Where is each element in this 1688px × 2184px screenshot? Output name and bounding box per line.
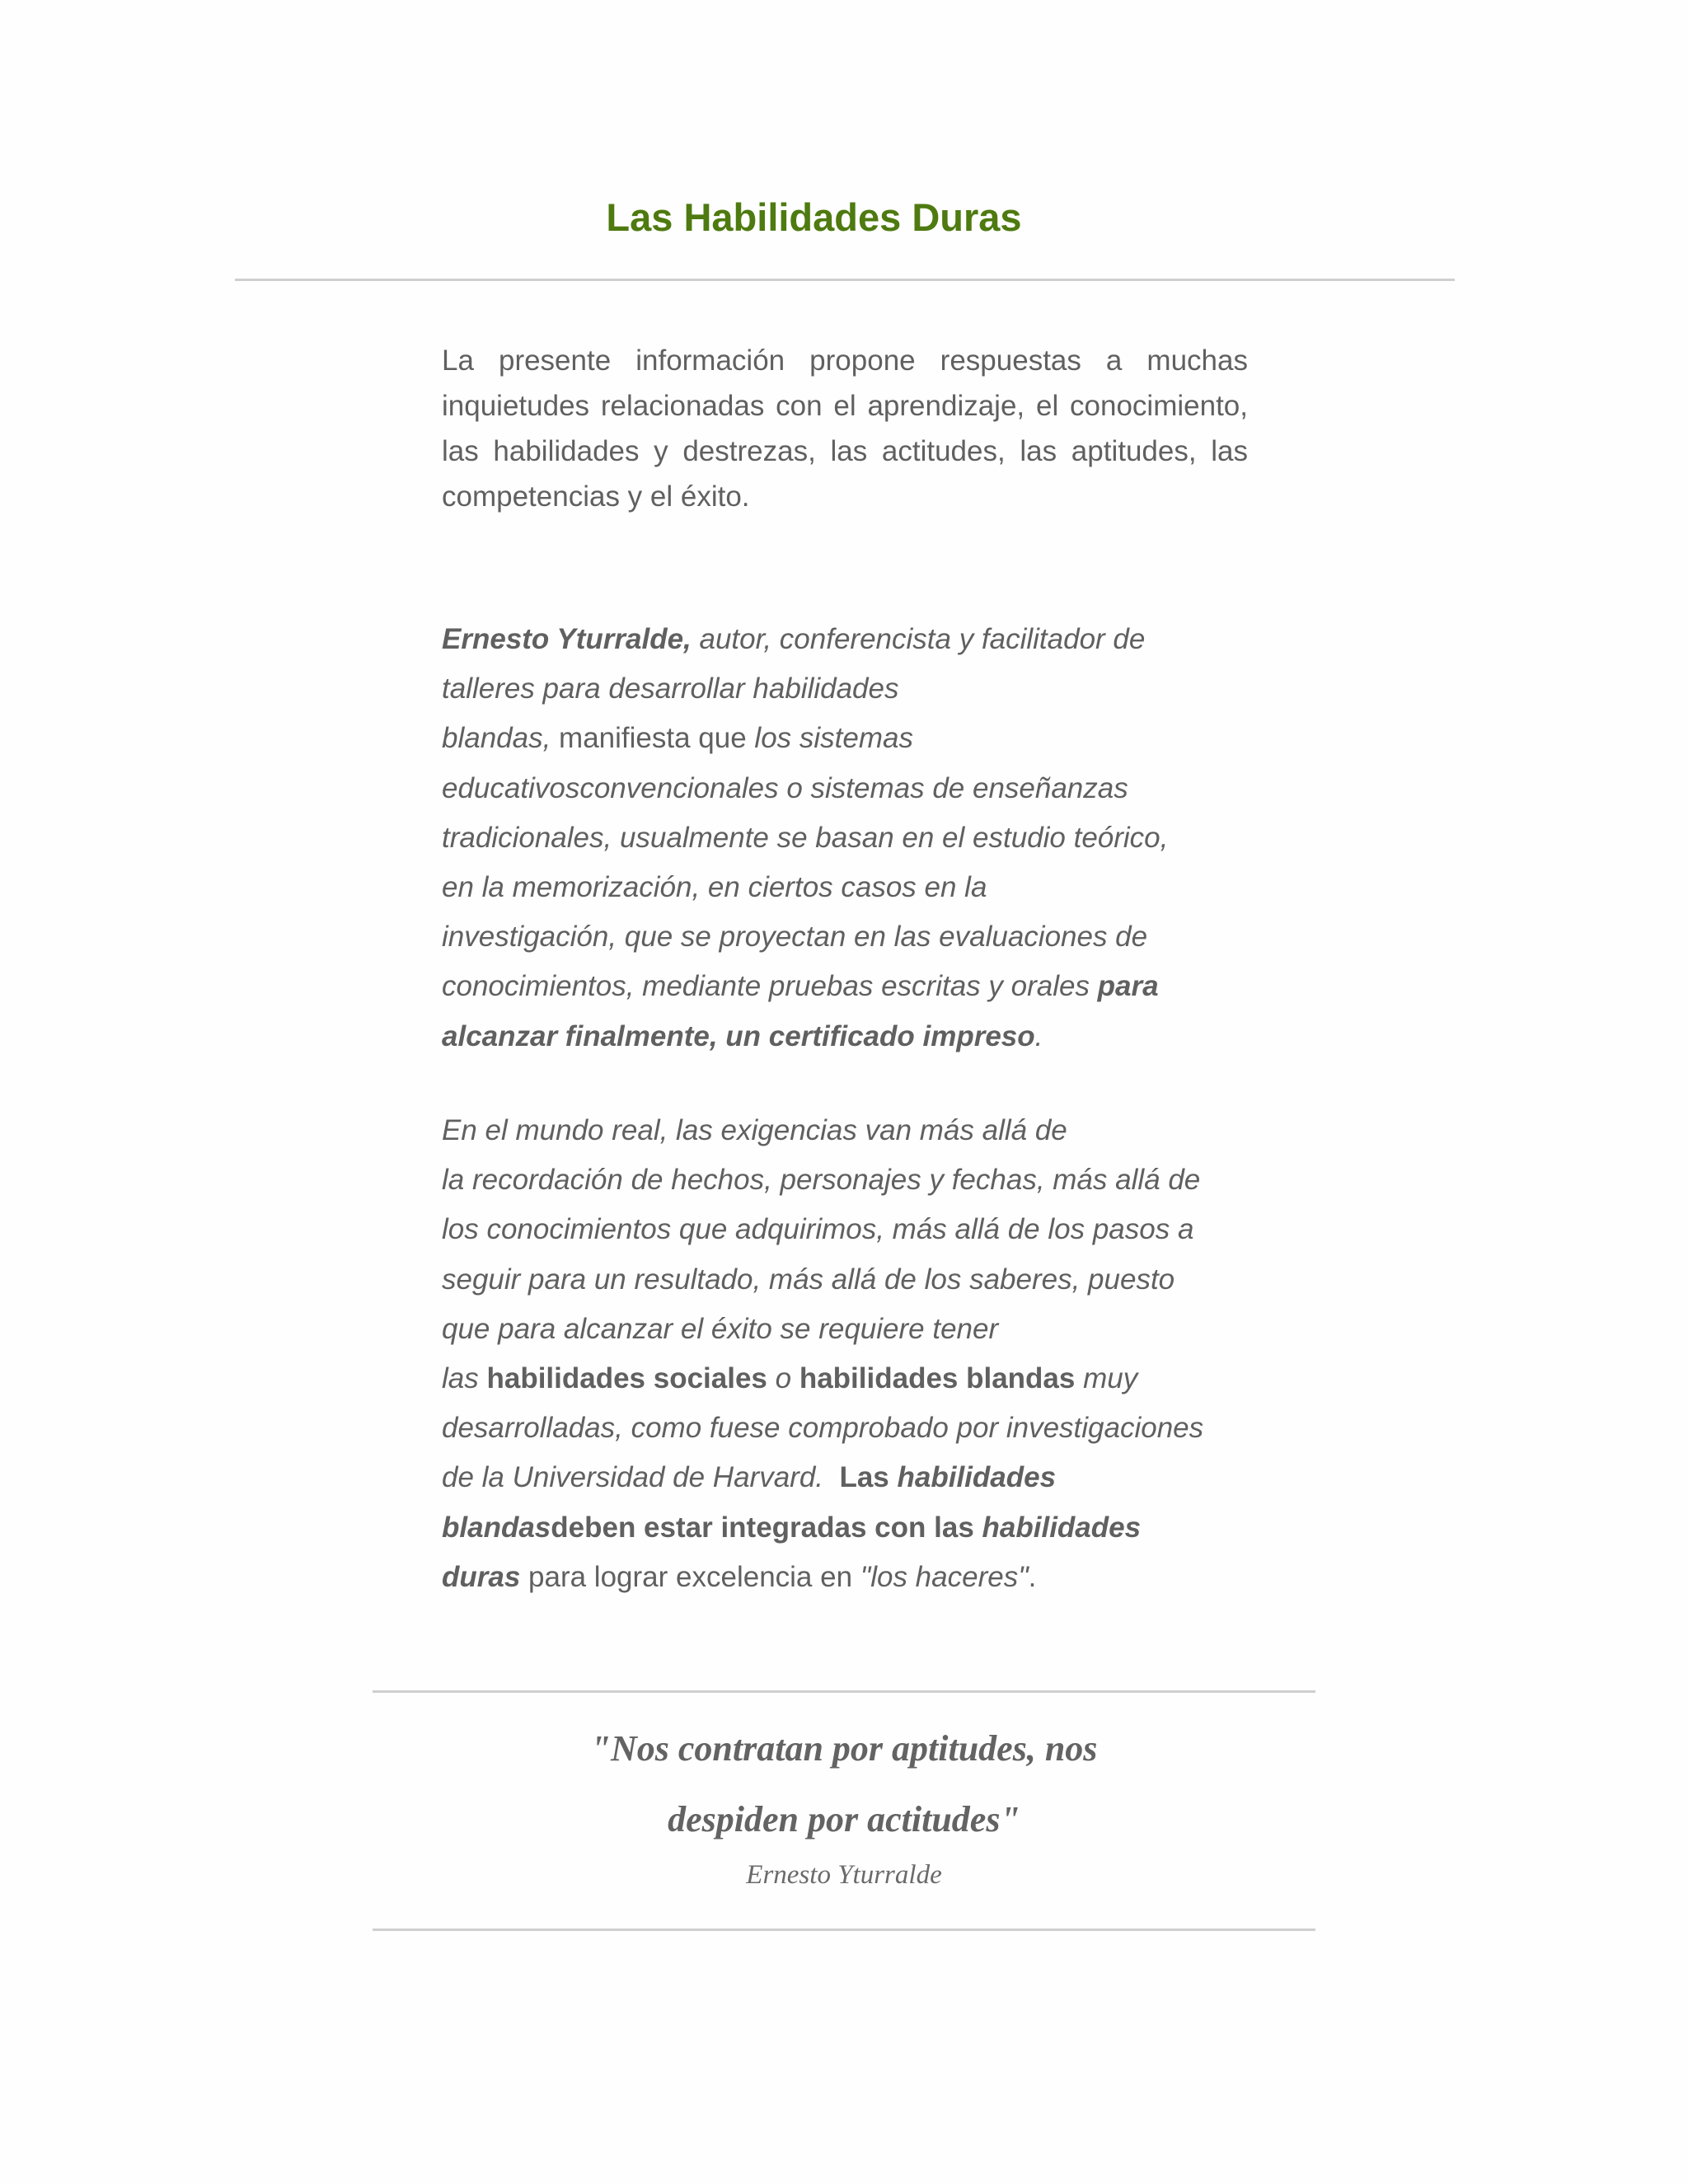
text-line	[442, 714, 1266, 763]
emphasis-run: habilidades sociales	[486, 1362, 767, 1395]
emphasis-run: Las	[823, 1461, 898, 1494]
text-line	[442, 1503, 1266, 1553]
emphasis-run: habilidades	[982, 1511, 1142, 1544]
text-line: la recordación de hechos, personajes y fechas, más allá de	[442, 1164, 1201, 1197]
text-line: que para alcanzar el éxito se requiere tener	[442, 1312, 999, 1345]
page-title: Las Habilidades Duras	[606, 195, 1022, 239]
quote-author: Ernesto Yturralde	[746, 1860, 942, 1890]
text-line: seguir para un resultado, más allá de los saberes, puesto	[442, 1263, 1175, 1296]
text-run: o	[767, 1362, 799, 1395]
text-line: desarrolladas, como fuese comprobado por investigaciones	[442, 1412, 1204, 1445]
text-run: los sistemas	[754, 722, 913, 755]
text-line	[442, 1354, 1266, 1404]
emphasis-run: para	[1097, 970, 1159, 1003]
text-run: para lograr excelencia en	[520, 1560, 860, 1593]
text-line	[442, 962, 1266, 1011]
text-line	[442, 1012, 1266, 1062]
text-line: investigación, que se proyectan en las evaluaciones de	[442, 921, 1148, 954]
text-line: tradicionales, usualmente se basan en el estudio teórico,	[442, 821, 1169, 854]
text-run: .	[1034, 1019, 1043, 1052]
emphasis-run: blandas	[442, 1511, 551, 1544]
emphasis-run: habilidades	[897, 1461, 1057, 1494]
emphasis-run: deben estar integradas con las	[551, 1511, 982, 1544]
text-line: talleres para desarrollar habilidades	[442, 673, 899, 705]
text-line: en la memorización, en ciertos casos en la	[442, 871, 987, 904]
text-run: conocimientos, mediante pruebas escritas y orales	[442, 970, 1098, 1003]
text-line: los conocimientos que adquirimos, más allá de los pasos a	[442, 1213, 1194, 1246]
quote-divider-bottom	[373, 1929, 1315, 1931]
text-line	[442, 1453, 1266, 1502]
title-divider	[235, 279, 1455, 281]
body-paragraph-2	[442, 1106, 1266, 1602]
emphasis-run: alcanzar finalmente, un certificado impreso	[442, 1019, 1035, 1052]
text-run: manifiesta que	[551, 722, 755, 755]
text-run: autor, conferencista y facilitador de	[691, 623, 1146, 655]
emphasis-run: duras	[442, 1560, 521, 1593]
text-line: educativosconvencionales o sistemas de enseñanzas	[442, 771, 1128, 804]
intro-paragraph: La presente información propone respuestas a muchas inquietudes relacionadas con el aprendizaje, el conocimiento, las habilidades y destrezas, las actitudes, las aptitudes, las competencias y el éxito.	[442, 344, 1248, 513]
body-paragraph-1	[442, 615, 1266, 1062]
text-run: de la Universidad de Harvard.	[442, 1461, 824, 1494]
text-line: En el mundo real, las exigencias van más allá de	[442, 1114, 1067, 1146]
text-run: "los haceres"	[860, 1560, 1029, 1593]
text-run: .	[1028, 1560, 1037, 1593]
quote-divider-top	[373, 1690, 1315, 1693]
text-run: muy	[1075, 1362, 1138, 1395]
text-run: las	[442, 1362, 487, 1395]
quote-line-2: despiden por actitudes"	[668, 1799, 1020, 1840]
author-name: Ernesto Yturralde,	[442, 623, 692, 655]
emphasis-run: habilidades blandas	[799, 1362, 1076, 1395]
quote-line-1: "Nos contratan por aptitudes, nos	[590, 1728, 1098, 1769]
text-line	[442, 1553, 1266, 1602]
text-run: blandas,	[442, 722, 551, 755]
text-line	[442, 615, 1266, 664]
